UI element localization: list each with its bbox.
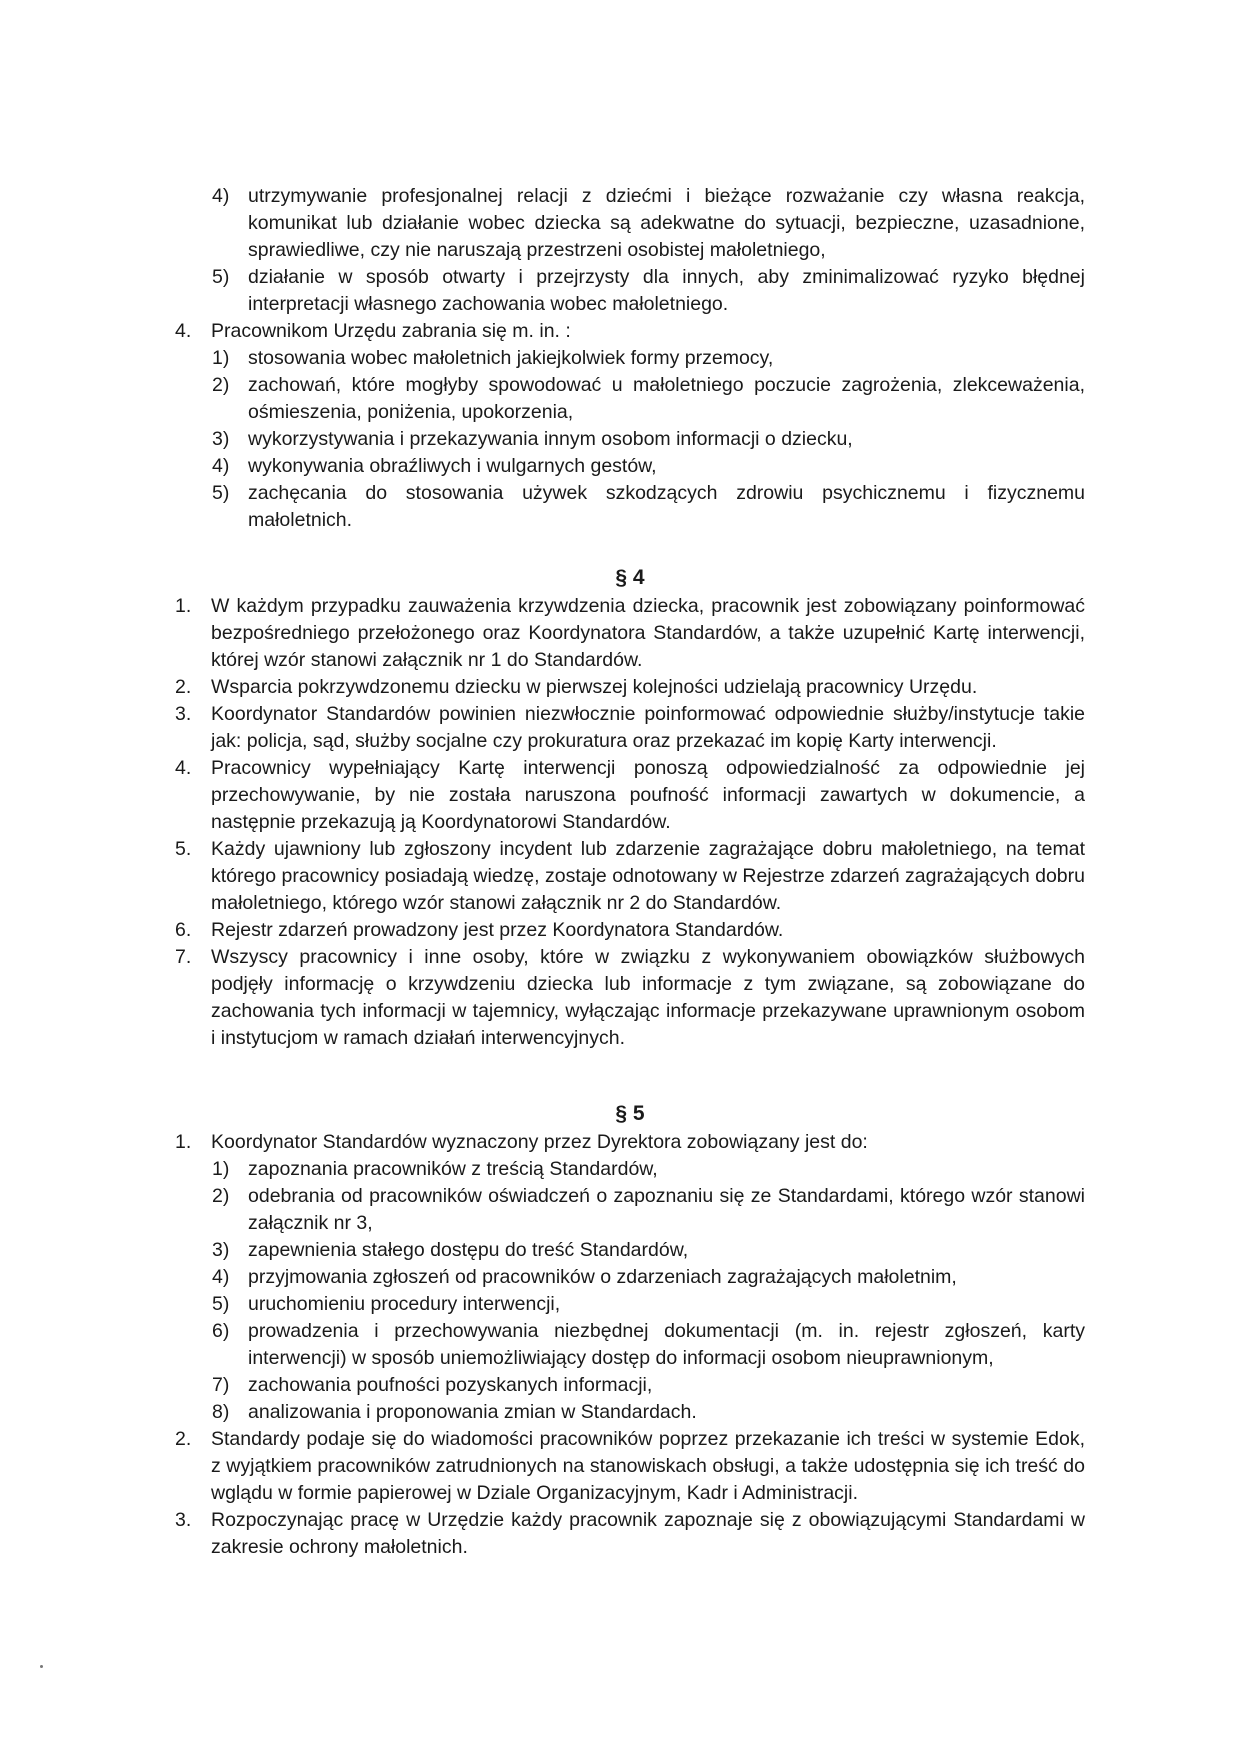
item-number: 6) xyxy=(212,1320,230,1342)
item-number: 5) xyxy=(212,482,230,504)
sub-list-item xyxy=(212,1291,1085,1318)
sub-list-item xyxy=(212,345,1085,372)
list-item xyxy=(175,318,1085,345)
item-number: 2. xyxy=(175,1428,192,1450)
item-number: 4) xyxy=(212,1266,230,1288)
item-number: 7. xyxy=(175,946,192,968)
item-text: Koordynator Standardów wyznaczony przez Dyrektora zobowiązany jest do: xyxy=(211,1131,868,1153)
item-text: Standardy podaje się do wiadomości pracowników poprzez przekazanie ich treści w systemie Edok, z wyjątkiem pracowników zatrudnionych na stanowiskach obsługi, a także udostępnia się ich treść do wglądu w formie papierowej w Dziale Organizacyjnym, Kadr i Administracji. xyxy=(211,1428,1085,1504)
list-item xyxy=(212,264,1085,318)
sub-list-item xyxy=(212,1183,1085,1237)
item-text: prowadzenia i przechowywania niezbędnej dokumentacji (m. in. rejestr zgłoszeń, karty interwencji) w sposób uniemożliwiający dostęp do informacji osobom nieuprawnionym, xyxy=(248,1320,1085,1369)
item-text: Wszyscy pracownicy i inne osoby, które w związku z wykonywaniem obowiązków służbowych podjęły informację o krzywdzeniu dziecka lub informacje z tym związane, są zobowiązane do zachowania tych informacji w tajemnicy, wyłączając informacje przekazywane uprawnionym osobom i instytucjom w ramach działań interwencyjnych. xyxy=(211,946,1085,1049)
item-number: 1) xyxy=(212,1158,230,1180)
item-number: 6. xyxy=(175,919,192,941)
item-number: 3) xyxy=(212,1239,230,1261)
item-number: 8) xyxy=(212,1401,230,1423)
item-text: Rejestr zdarzeń prowadzony jest przez Koordynatora Standardów. xyxy=(211,919,784,941)
item-text: utrzymywanie profesjonalnej relacji z dziećmi i bieżące rozważanie czy własna reakcja, komunikat lub działanie wobec dziecka są adekwatne do sytuacji, bezpieczne, uzasadnione, sprawiedliwe, czy nie naruszają przestrzeni osobistej małoletniego, xyxy=(248,185,1085,261)
list-item xyxy=(175,944,1085,1052)
sub-list-item xyxy=(212,372,1085,426)
item-text: zapewnienia stałego dostępu do treść Standardów, xyxy=(248,1239,689,1261)
sub-list-item xyxy=(212,1372,1085,1399)
item-text: zapoznania pracowników z treścią Standardów, xyxy=(248,1158,658,1180)
item-number: 4. xyxy=(175,320,192,342)
item-number: 7) xyxy=(212,1374,230,1396)
item-text: Pracownicy wypełniający Kartę interwencji ponoszą odpowiedzialność za odpowiednie jej przechowywanie, by nie została naruszona poufność informacji zawartych w dokumencie, a następnie przekazują ją Koordynatorowi Standardów. xyxy=(211,757,1085,833)
sub-list-item xyxy=(212,1264,1085,1291)
item-text: zachowania poufności pozyskanych informacji, xyxy=(248,1374,653,1396)
list-item xyxy=(175,917,1085,944)
list-item xyxy=(212,183,1085,264)
item-text: Wsparcia pokrzywdzonemu dziecku w pierwszej kolejności udzielają pracownicy Urzędu. xyxy=(211,676,978,698)
sub-list-item xyxy=(212,1318,1085,1372)
item-number: 3) xyxy=(212,428,230,450)
section-heading: § 5 xyxy=(615,1102,645,1125)
item-text: W każdym przypadku zauważenia krzywdzenia dziecka, pracownik jest zobowiązany poinformować bezpośredniego przełożonego oraz Koordynatora Standardów, a także uzupełnić Kartę interwencji, której wzór stanowi załącznik nr 1 do Standardów. xyxy=(211,595,1085,671)
item-text: Rozpoczynając pracę w Urzędzie każdy pracownik zapoznaje się z obowiązującymi Standardami w zakresie ochrony małoletnich. xyxy=(211,1509,1085,1558)
sub-list-item xyxy=(212,1156,1085,1183)
item-text: zachowań, które mogłyby spowodować u małoletniego poczucie zagrożenia, zlekceważenia, ośmieszenia, poniżenia, upokorzenia, xyxy=(248,374,1085,423)
item-text: uruchomieniu procedury interwencji, xyxy=(248,1293,561,1315)
item-number: 4) xyxy=(212,185,230,207)
item-number: 3. xyxy=(175,703,192,725)
sub-list-item xyxy=(212,1399,1085,1426)
list-item xyxy=(175,1426,1085,1507)
item-number: 5) xyxy=(212,1293,230,1315)
item-text: działanie w sposób otwarty i przejrzysty dla innych, aby zminimalizować ryzyko błędnej interpretacji własnego zachowania wobec małoletniego. xyxy=(248,266,1085,315)
list-item xyxy=(175,1507,1085,1561)
item-text: Pracownikom Urzędu zabrania się m. in. : xyxy=(211,320,571,342)
item-number: 2) xyxy=(212,374,230,396)
sub-list-item xyxy=(212,1237,1085,1264)
item-number: 1. xyxy=(175,595,192,617)
item-number: 4) xyxy=(212,455,230,477)
item-text: odebrania od pracowników oświadczeń o zapoznaniu się ze Standardami, którego wzór stanowi załącznik nr 3, xyxy=(248,1185,1085,1234)
item-text: Każdy ujawniony lub zgłoszony incydent lub zdarzenie zagrażające dobru małoletniego, na temat którego pracownicy posiadają wiedzę, zostaje odnotowany w Rejestrze zdarzeń zagrażających dobru małoletniego, którego wzór stanowi załącznik nr 2 do Standardów. xyxy=(211,838,1085,914)
item-text: przyjmowania zgłoszeń od pracowników o zdarzeniach zagrażających małoletnim, xyxy=(248,1266,957,1288)
item-number: 1. xyxy=(175,1131,192,1153)
item-number: 5) xyxy=(212,266,230,288)
item-number: 2. xyxy=(175,676,192,698)
sub-list-item xyxy=(212,453,1085,480)
scan-speck xyxy=(40,1665,43,1668)
item-text: analizowania i proponowania zmian w Standardach. xyxy=(248,1401,697,1423)
list-item xyxy=(175,593,1085,674)
item-number: 3. xyxy=(175,1509,192,1531)
section-heading: § 4 xyxy=(615,566,645,589)
item-text: Koordynator Standardów powinien niezwłocznie poinformować odpowiednie służby/instytucje takie jak: policja, sąd, służby socjalne czy prokuratura oraz przekazać im kopię Karty interwencji. xyxy=(211,703,1085,752)
list-item xyxy=(175,674,1085,701)
list-item xyxy=(175,701,1085,755)
sub-list-item xyxy=(212,426,1085,453)
list-item xyxy=(175,1129,1085,1156)
list-item xyxy=(175,836,1085,917)
list-item xyxy=(175,755,1085,836)
document-content xyxy=(175,183,1085,1561)
item-text: wykorzystywania i przekazywania innym osobom informacji o dziecku, xyxy=(248,428,853,450)
item-number: 5. xyxy=(175,838,192,860)
item-text: zachęcania do stosowania używek szkodzących zdrowiu psychicznemu i fizycznemu małoletnich. xyxy=(248,482,1085,531)
sub-list-item xyxy=(212,480,1085,534)
item-text: stosowania wobec małoletnich jakiejkolwiek formy przemocy, xyxy=(248,347,774,369)
item-number: 1) xyxy=(212,347,230,369)
item-number: 2) xyxy=(212,1185,230,1207)
item-text: wykonywania obraźliwych i wulgarnych gestów, xyxy=(248,455,657,477)
item-number: 4. xyxy=(175,757,192,779)
